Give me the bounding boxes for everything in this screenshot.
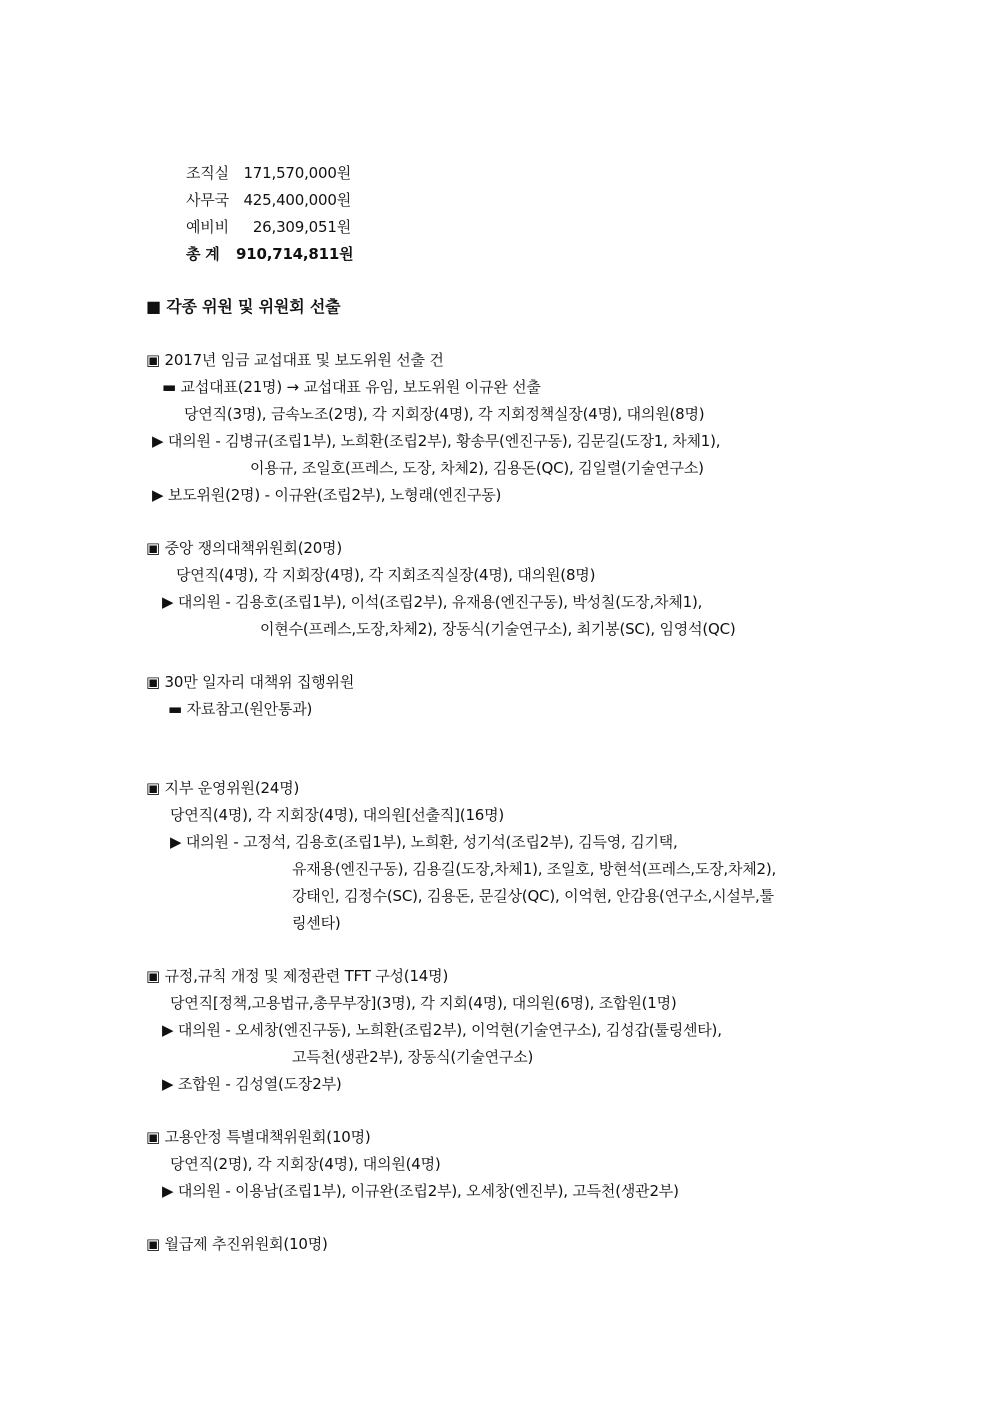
item-line: 강태인, 김정수(SC), 김용돈, 문길상(QC), 이억현, 안감용(연구소,시설부,툴 — [292, 887, 774, 905]
budget-total-row — [186, 244, 354, 264]
item-line: 이현수(프레스,도장,차체2), 장동식(기술연구소), 최기봉(SC), 임영석(QC) — [260, 620, 736, 638]
item-line: ▬ 교섭대표(21명) → 교섭대표 유임, 보도위원 이규완 선출 — [162, 378, 541, 396]
budget-label: 예비비 — [186, 218, 229, 236]
item-line: ▶ 조합원 - 김성열(도장2부) — [162, 1075, 342, 1093]
budget-amount: 910,714,811원 — [236, 245, 354, 263]
budget-label: 조직실 — [186, 164, 229, 182]
budget-amount: 425,400,000원 — [243, 191, 351, 209]
item-line: 당연직[정책,고용법규,총무부장](3명), 각 지회(4명), 대의원(6명), 조합원(1명) — [170, 994, 677, 1012]
item-line: 당연직(3명), 금속노조(2명), 각 지회장(4명), 각 지회정책실장(4명), 대의원(8명) — [184, 405, 705, 423]
item-line: 고득천(생관2부), 장동식(기술연구소) — [292, 1048, 534, 1066]
item-line: ▶ 대의원 - 고정석, 김용호(조립1부), 노희환, 성기석(조립2부), 김득영, 김기택, — [170, 833, 678, 851]
item-line: ▶ 대의원 - 김병규(조립1부), 노희환(조립2부), 황송무(엔진구동), 김문길(도장1, 차체1), — [152, 432, 721, 450]
item-line: ▶ 보도위원(2명) - 이규완(조립2부), 노형래(엔진구동) — [152, 486, 502, 504]
item-heading: ▣ 2017년 임금 교섭대표 및 보도위원 선출 건 — [146, 351, 444, 369]
budget-label: 총 계 — [186, 245, 220, 263]
item-line: ▬ 자료참고(원안통과) — [168, 700, 313, 718]
item-line: ▶ 대의원 - 이용남(조립1부), 이규완(조립2부), 오세창(엔진부), 고득천(생관2부) — [162, 1182, 679, 1200]
item-heading: ▣ 지부 운영위원(24명) — [146, 779, 300, 797]
item-heading: ▣ 월급제 추진위원회(10명) — [146, 1235, 328, 1253]
item-heading: ▣ 중앙 쟁의대책위원회(20명) — [146, 539, 343, 557]
budget-label: 사무국 — [186, 191, 229, 209]
budget-row — [186, 163, 351, 183]
budget-amount: 171,570,000원 — [243, 164, 351, 182]
item-line: ▶ 대의원 - 오세창(엔진구동), 노희환(조립2부), 이억현(기술연구소), 김성갑(툴링센타), — [162, 1021, 722, 1039]
item-line: ▶ 대의원 - 김용호(조립1부), 이석(조립2부), 유재용(엔진구동), 박성칠(도장,차체1), — [162, 593, 703, 611]
item-line: 당연직(2명), 각 지회장(4명), 대의원(4명) — [170, 1155, 441, 1173]
item-heading: ▣ 30만 일자리 대책위 집행위원 — [146, 673, 355, 691]
budget-amount: 26,309,051원 — [252, 218, 351, 236]
section-title: ■ 각종 위원 및 위원회 선출 — [146, 297, 341, 316]
item-heading: ▣ 규정,규칙 개정 및 제정관련 TFT 구성(14명) — [146, 967, 449, 985]
item-line: 유재용(엔진구동), 김용길(도장,차체1), 조일호, 방현석(프레스,도장,차체2), — [292, 860, 777, 878]
item-line: 링센타) — [292, 914, 341, 932]
item-heading: ▣ 고용안정 특별대책위원회(10명) — [146, 1128, 371, 1146]
budget-row — [186, 190, 351, 210]
item-line: 당연직(4명), 각 지회장(4명), 각 지회조직실장(4명), 대의원(8명) — [176, 566, 596, 584]
item-line: 당연직(4명), 각 지회장(4명), 대의원[선출직](16명) — [170, 806, 505, 824]
budget-row — [186, 217, 351, 237]
item-line: 이용규, 조일호(프레스, 도장, 차체2), 김용돈(QC), 김일렬(기술연구소) — [250, 459, 704, 477]
